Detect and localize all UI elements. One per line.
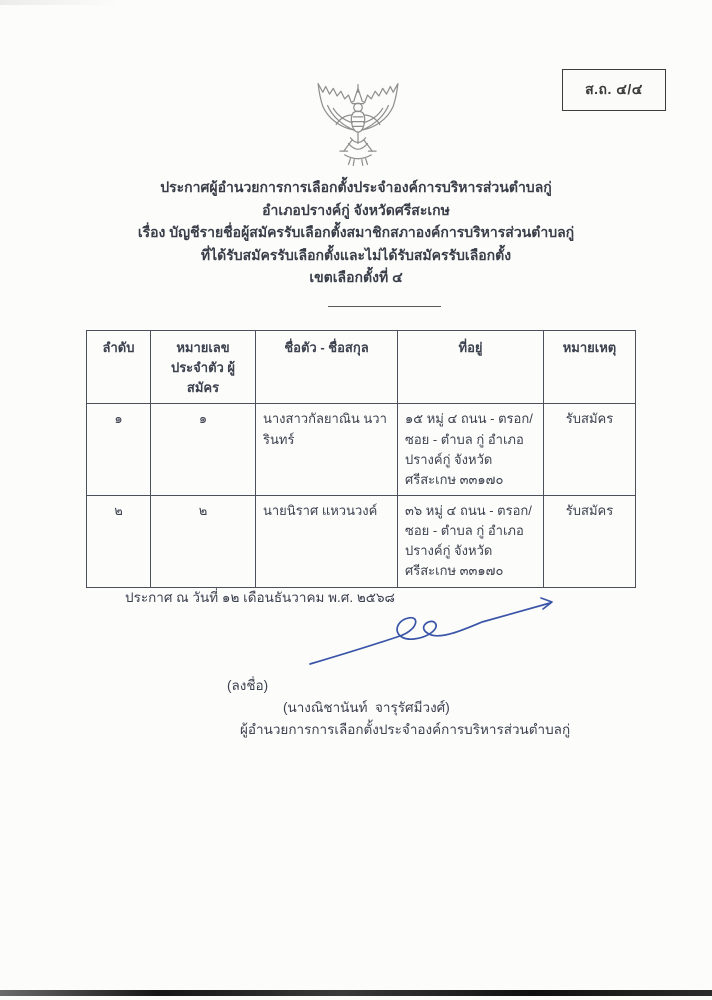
title-line-subject: เรื่อง บัญชีรายชื่อผู้สมัครรับเลือกตั้งสมาชิกสภาองค์การบริหารส่วนตำบลกู่ [137, 224, 575, 240]
cell-remark: รับสมัคร [544, 404, 636, 496]
cell-name: นายนิราศ แหวนวงค์ [256, 495, 398, 587]
cell-name: นางสาวกัลยาณิน นวารินทร์ [256, 404, 398, 496]
garuda-emblem-icon [301, 76, 415, 173]
title-line-issuer: ประกาศผู้อำนวยการการเลือกตั้งประจำองค์การบริหารส่วนตำบลกู่ [160, 179, 552, 195]
header-remark: หมายเหตุ [544, 331, 636, 404]
header-name: ชื่อตัว - ชื่อสกุล [256, 331, 398, 404]
cell-candidate-number: ๑ [151, 404, 256, 496]
cell-remark: รับสมัคร [544, 495, 636, 587]
table-row [87, 495, 636, 587]
header-no: ลำดับ [87, 331, 151, 404]
signer-position: ผู้อำนวยการการเลือกตั้งประจำองค์การบริหารส่วนตำบลกู่ [240, 722, 571, 737]
title-line-accepted: ที่ได้รับสมัครรับเลือกตั้งและไม่ได้รับสมัครรับเลือกตั้ง [200, 246, 512, 263]
candidates-table [86, 330, 636, 588]
scan-artifact-top [0, 0, 120, 5]
issued-date-line: ประกาศ ณ วันที่ ๑๒ เดือนธันวาคม พ.ศ. ๒๕๖๘ [125, 590, 395, 605]
header-candidate-number: หมายเลขประจำตัว ผู้สมัคร [151, 331, 256, 404]
title-line-district: อำเภอปรางค์กู่ จังหวัดศรีสะเกษ [262, 201, 450, 218]
cell-address: ๓๖ หมู่ ๔ ถนน - ตรอก/ซอย - ตำบล กู่ อำเภอ ปรางค์กู่ จังหวัด ศรีสะเกษ ๓๓๑๗๐ [398, 495, 544, 587]
title-divider-line [328, 306, 441, 307]
cell-no: ๒ [87, 495, 151, 587]
cell-no: ๑ [87, 404, 151, 496]
form-code-box [562, 69, 666, 111]
table-header-row [87, 331, 636, 404]
announcement-title-block [0, 176, 712, 289]
signer-name: (นางณิชานันท์ จารุรัศมีวงศ์) [283, 700, 450, 715]
table-row [87, 404, 636, 496]
sign-label: (ลงชื่อ) [227, 678, 269, 693]
form-code-label: ส.ถ. ๔/๔ [585, 81, 643, 97]
scan-edge-bottom [0, 990, 712, 996]
cell-address: ๑๕ หมู่ ๔ ถนน - ตรอก/ซอย - ตำบล กู่ อำเภอ ปรางค์กู่ จังหวัด ศรีสะเกษ ๓๓๑๗๐ [398, 404, 544, 496]
title-line-zone: เขตเลือกตั้งที่ ๔ [309, 269, 403, 285]
cell-candidate-number: ๒ [151, 495, 256, 587]
header-address: ที่อยู่ [398, 331, 544, 404]
signature-ink [300, 594, 564, 670]
